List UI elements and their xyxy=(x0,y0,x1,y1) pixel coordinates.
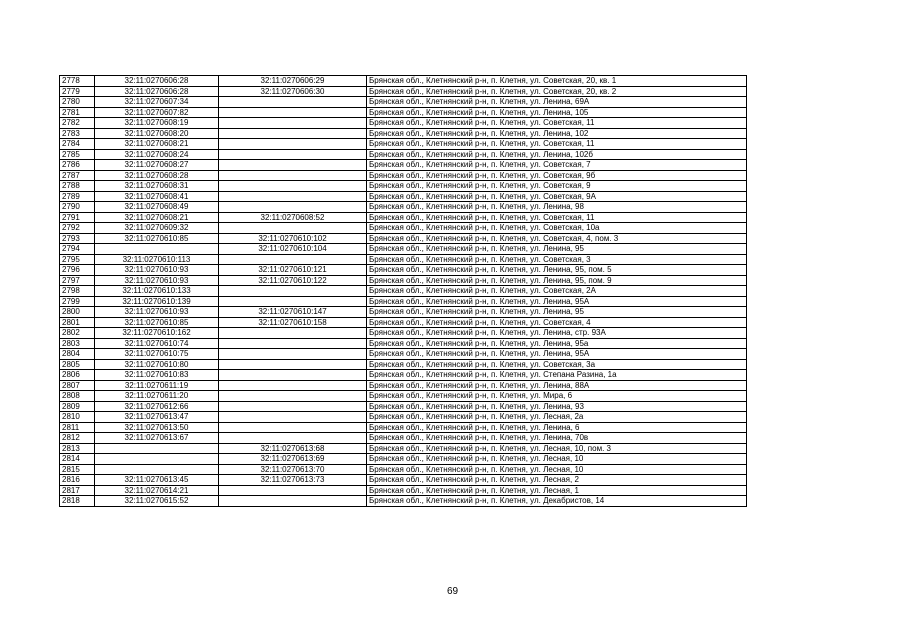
table-body xyxy=(60,76,747,507)
table-row xyxy=(60,191,747,202)
row-number-cell: 2806 xyxy=(60,370,95,381)
land-parcel-number-cell: 32:11:0270613:45 xyxy=(95,475,219,486)
building-number-cell xyxy=(219,422,367,433)
table-row xyxy=(60,128,747,139)
building-number-cell: 32:11:0270613:69 xyxy=(219,454,367,465)
building-number-cell: 32:11:0270613:70 xyxy=(219,464,367,475)
land-parcel-number-cell: 32:11:0270607:34 xyxy=(95,97,219,108)
table-row xyxy=(60,160,747,171)
building-number-cell xyxy=(219,391,367,402)
table-row xyxy=(60,202,747,213)
address-cell: Брянская обл., Клетнянский р-н, п. Клетня, ул. Советская, 11 xyxy=(367,139,747,150)
building-number-cell: 32:11:0270610:104 xyxy=(219,244,367,255)
row-number-cell: 2798 xyxy=(60,286,95,297)
land-parcel-number-cell: 32:11:0270613:47 xyxy=(95,412,219,423)
land-parcel-number-cell xyxy=(95,464,219,475)
address-cell: Брянская обл., Клетнянский р-н, п. Клетня, ул. Лесная, 2 xyxy=(367,475,747,486)
address-cell: Брянская обл., Клетнянский р-н, п. Клетня, ул. Ленина, 98 xyxy=(367,202,747,213)
address-cell: Брянская обл., Клетнянский р-н, п. Клетня, ул. Лесная, 10 xyxy=(367,464,747,475)
building-number-cell xyxy=(219,401,367,412)
row-number-cell: 2802 xyxy=(60,328,95,339)
row-number-cell: 2788 xyxy=(60,181,95,192)
land-parcel-number-cell: 32:11:0270610:74 xyxy=(95,338,219,349)
address-cell: Брянская обл., Клетнянский р-н, п. Клетня, ул. Советская, 4, пом. 3 xyxy=(367,233,747,244)
row-number-cell: 2783 xyxy=(60,128,95,139)
building-number-cell: 32:11:0270610:121 xyxy=(219,265,367,276)
land-parcel-number-cell: 32:11:0270611:19 xyxy=(95,380,219,391)
table-row xyxy=(60,107,747,118)
land-parcel-number-cell: 32:11:0270610:75 xyxy=(95,349,219,360)
land-parcel-number-cell: 32:11:0270607:82 xyxy=(95,107,219,118)
row-number-cell: 2814 xyxy=(60,454,95,465)
row-number-cell: 2780 xyxy=(60,97,95,108)
land-parcel-number-cell xyxy=(95,443,219,454)
table-row xyxy=(60,391,747,402)
land-parcel-number-cell: 32:11:0270613:67 xyxy=(95,433,219,444)
building-number-cell xyxy=(219,160,367,171)
address-cell: Брянская обл., Клетнянский р-н, п. Клетня, ул. Лесная, 1 xyxy=(367,485,747,496)
table-row xyxy=(60,380,747,391)
table-row xyxy=(60,401,747,412)
table-row xyxy=(60,496,747,507)
table-row xyxy=(60,286,747,297)
row-number-cell: 2804 xyxy=(60,349,95,360)
row-number-cell: 2799 xyxy=(60,296,95,307)
address-cell: Брянская обл., Клетнянский р-н, п. Клетня, ул. Ленина, 102 xyxy=(367,128,747,139)
land-parcel-number-cell: 32:11:0270610:162 xyxy=(95,328,219,339)
row-number-cell: 2786 xyxy=(60,160,95,171)
row-number-cell: 2812 xyxy=(60,433,95,444)
land-parcel-number-cell: 32:11:0270611:20 xyxy=(95,391,219,402)
row-number-cell: 2815 xyxy=(60,464,95,475)
row-number-cell: 2796 xyxy=(60,265,95,276)
building-number-cell xyxy=(219,149,367,160)
building-number-cell xyxy=(219,139,367,150)
land-parcel-number-cell: 32:11:0270610:133 xyxy=(95,286,219,297)
table-row xyxy=(60,349,747,360)
row-number-cell: 2778 xyxy=(60,76,95,87)
land-parcel-number-cell: 32:11:0270610:93 xyxy=(95,265,219,276)
row-number-cell: 2789 xyxy=(60,191,95,202)
land-parcel-number-cell: 32:11:0270613:50 xyxy=(95,422,219,433)
building-number-cell xyxy=(219,286,367,297)
land-parcel-number-cell: 32:11:0270608:31 xyxy=(95,181,219,192)
address-cell: Брянская обл., Клетнянский р-н, п. Клетня, ул. Лесная, 10 xyxy=(367,454,747,465)
table-row xyxy=(60,86,747,97)
land-parcel-number-cell xyxy=(95,454,219,465)
address-cell: Брянская обл., Клетнянский р-н, п. Клетня, ул. Советская, 9А xyxy=(367,191,747,202)
row-number-cell: 2817 xyxy=(60,485,95,496)
address-cell: Брянская обл., Клетнянский р-н, п. Клетня, ул. Ленина, 95а xyxy=(367,338,747,349)
address-cell: Брянская обл., Клетнянский р-н, п. Клетня, ул. Ленина, 93 xyxy=(367,401,747,412)
building-number-cell xyxy=(219,370,367,381)
table-row xyxy=(60,359,747,370)
building-number-cell xyxy=(219,97,367,108)
building-number-cell xyxy=(219,118,367,129)
address-cell: Брянская обл., Клетнянский р-н, п. Клетня, ул. Советская, 9б xyxy=(367,170,747,181)
table-row xyxy=(60,76,747,87)
table-row xyxy=(60,181,747,192)
row-number-cell: 2811 xyxy=(60,422,95,433)
row-number-cell: 2800 xyxy=(60,307,95,318)
cadastral-register-table xyxy=(59,75,747,507)
land-parcel-number-cell: 32:11:0270608:49 xyxy=(95,202,219,213)
table-row xyxy=(60,149,747,160)
row-number-cell: 2779 xyxy=(60,86,95,97)
land-parcel-number-cell: 32:11:0270610:93 xyxy=(95,307,219,318)
table-row xyxy=(60,454,747,465)
building-number-cell xyxy=(219,338,367,349)
address-cell: Брянская обл., Клетнянский р-н, п. Клетня, ул. Советская, 10а xyxy=(367,223,747,234)
table-row xyxy=(60,412,747,423)
building-number-cell xyxy=(219,107,367,118)
address-cell: Брянская обл., Клетнянский р-н, п. Клетня, ул. Ленина, стр. 93А xyxy=(367,328,747,339)
land-parcel-number-cell: 32:11:0270615:52 xyxy=(95,496,219,507)
land-parcel-number-cell: 32:11:0270606:28 xyxy=(95,76,219,87)
land-parcel-number-cell: 32:11:0270610:85 xyxy=(95,317,219,328)
table-row xyxy=(60,464,747,475)
address-cell: Брянская обл., Клетнянский р-н, п. Клетня, ул. Ленина, 95 xyxy=(367,244,747,255)
table-row xyxy=(60,233,747,244)
table-row xyxy=(60,296,747,307)
table-row xyxy=(60,254,747,265)
land-parcel-number-cell: 32:11:0270612:66 xyxy=(95,401,219,412)
row-number-cell: 2801 xyxy=(60,317,95,328)
land-parcel-number-cell: 32:11:0270608:27 xyxy=(95,160,219,171)
land-parcel-number-cell: 32:11:0270606:28 xyxy=(95,86,219,97)
table-row xyxy=(60,475,747,486)
building-number-cell xyxy=(219,254,367,265)
row-number-cell: 2797 xyxy=(60,275,95,286)
address-cell: Брянская обл., Клетнянский р-н, п. Клетня, ул. Мира, 6 xyxy=(367,391,747,402)
building-number-cell: 32:11:0270613:68 xyxy=(219,443,367,454)
land-parcel-number-cell: 32:11:0270610:93 xyxy=(95,275,219,286)
building-number-cell: 32:11:0270610:147 xyxy=(219,307,367,318)
building-number-cell xyxy=(219,328,367,339)
row-number-cell: 2787 xyxy=(60,170,95,181)
table-row xyxy=(60,370,747,381)
row-number-cell: 2803 xyxy=(60,338,95,349)
building-number-cell: 32:11:0270610:158 xyxy=(219,317,367,328)
row-number-cell: 2818 xyxy=(60,496,95,507)
address-cell: Брянская обл., Клетнянский р-н, п. Клетня, ул. Ленина, 88А xyxy=(367,380,747,391)
table-row xyxy=(60,212,747,223)
row-number-cell: 2807 xyxy=(60,380,95,391)
address-cell: Брянская обл., Клетнянский р-н, п. Клетня, ул. Ленина, 95А xyxy=(367,349,747,360)
building-number-cell xyxy=(219,191,367,202)
building-number-cell: 32:11:0270610:102 xyxy=(219,233,367,244)
address-cell: Брянская обл., Клетнянский р-н, п. Клетня, ул. Советская, 20, кв. 2 xyxy=(367,86,747,97)
table-row xyxy=(60,317,747,328)
table-row xyxy=(60,139,747,150)
table-row xyxy=(60,307,747,318)
row-number-cell: 2805 xyxy=(60,359,95,370)
land-parcel-number-cell: 32:11:0270610:83 xyxy=(95,370,219,381)
row-number-cell: 2781 xyxy=(60,107,95,118)
building-number-cell xyxy=(219,433,367,444)
row-number-cell: 2791 xyxy=(60,212,95,223)
address-cell: Брянская обл., Клетнянский р-н, п. Клетня, ул. Советская, 7 xyxy=(367,160,747,171)
address-cell: Брянская обл., Клетнянский р-н, п. Клетня, ул. Ленина, 69А xyxy=(367,97,747,108)
land-parcel-number-cell: 32:11:0270608:21 xyxy=(95,139,219,150)
building-number-cell xyxy=(219,202,367,213)
table-row xyxy=(60,170,747,181)
land-parcel-number-cell: 32:11:0270614:21 xyxy=(95,485,219,496)
table-row xyxy=(60,422,747,433)
row-number-cell: 2808 xyxy=(60,391,95,402)
address-cell: Брянская обл., Клетнянский р-н, п. Клетня, ул. Ленина, 95А xyxy=(367,296,747,307)
row-number-cell: 2792 xyxy=(60,223,95,234)
row-number-cell: 2794 xyxy=(60,244,95,255)
building-number-cell: 32:11:0270606:30 xyxy=(219,86,367,97)
table-row xyxy=(60,485,747,496)
building-number-cell xyxy=(219,412,367,423)
building-number-cell xyxy=(219,223,367,234)
address-cell: Брянская обл., Клетнянский р-н, п. Клетня, ул. Ленина, 95, пом. 9 xyxy=(367,275,747,286)
building-number-cell xyxy=(219,359,367,370)
table-row xyxy=(60,328,747,339)
address-cell: Брянская обл., Клетнянский р-н, п. Клетня, ул. Советская, 3 xyxy=(367,254,747,265)
land-parcel-number-cell: 32:11:0270608:20 xyxy=(95,128,219,139)
row-number-cell: 2816 xyxy=(60,475,95,486)
land-parcel-number-cell: 32:11:0270608:28 xyxy=(95,170,219,181)
row-number-cell: 2793 xyxy=(60,233,95,244)
address-cell: Брянская обл., Клетнянский р-н, п. Клетня, ул. Советская, 2А xyxy=(367,286,747,297)
table-row xyxy=(60,443,747,454)
page-number: 69 xyxy=(446,586,459,597)
address-cell: Брянская обл., Клетнянский р-н, п. Клетня, ул. Лесная, 2а xyxy=(367,412,747,423)
row-number-cell: 2782 xyxy=(60,118,95,129)
address-cell: Брянская обл., Клетнянский р-н, п. Клетня, ул. Советская, 11 xyxy=(367,118,747,129)
table-row xyxy=(60,265,747,276)
address-cell: Брянская обл., Клетнянский р-н, п. Клетня, ул. Ленина, 105 xyxy=(367,107,747,118)
building-number-cell xyxy=(219,181,367,192)
building-number-cell: 32:11:0270613:73 xyxy=(219,475,367,486)
table-row xyxy=(60,118,747,129)
row-number-cell: 2809 xyxy=(60,401,95,412)
land-parcel-number-cell: 32:11:0270610:139 xyxy=(95,296,219,307)
address-cell: Брянская обл., Клетнянский р-н, п. Клетня, ул. Советская, 20, кв. 1 xyxy=(367,76,747,87)
building-number-cell xyxy=(219,496,367,507)
address-cell: Брянская обл., Клетнянский р-н, п. Клетня, ул. Лесная, 10, пом. 3 xyxy=(367,443,747,454)
address-cell: Брянская обл., Клетнянский р-н, п. Клетня, ул. Ленина, 102б xyxy=(367,149,747,160)
address-cell: Брянская обл., Клетнянский р-н, п. Клетня, ул. Советская, 11 xyxy=(367,212,747,223)
row-number-cell: 2813 xyxy=(60,443,95,454)
row-number-cell: 2785 xyxy=(60,149,95,160)
land-parcel-number-cell: 32:11:0270610:113 xyxy=(95,254,219,265)
address-cell: Брянская обл., Клетнянский р-н, п. Клетня, ул. Ленина, 6 xyxy=(367,422,747,433)
building-number-cell xyxy=(219,380,367,391)
land-parcel-number-cell: 32:11:0270610:85 xyxy=(95,233,219,244)
address-cell: Брянская обл., Клетнянский р-н, п. Клетня, ул. Ленина, 95 xyxy=(367,307,747,318)
row-number-cell: 2790 xyxy=(60,202,95,213)
building-number-cell: 32:11:0270608:52 xyxy=(219,212,367,223)
building-number-cell xyxy=(219,170,367,181)
building-number-cell xyxy=(219,128,367,139)
land-parcel-number-cell: 32:11:0270608:19 xyxy=(95,118,219,129)
building-number-cell: 32:11:0270606:29 xyxy=(219,76,367,87)
land-parcel-number-cell: 32:11:0270608:21 xyxy=(95,212,219,223)
building-number-cell xyxy=(219,485,367,496)
land-parcel-number-cell: 32:11:0270610:80 xyxy=(95,359,219,370)
address-cell: Брянская обл., Клетнянский р-н, п. Клетня, ул. Декабристов, 14 xyxy=(367,496,747,507)
table-row xyxy=(60,244,747,255)
building-number-cell xyxy=(219,349,367,360)
row-number-cell: 2810 xyxy=(60,412,95,423)
address-cell: Брянская обл., Клетнянский р-н, п. Клетня, ул. Ленина, 70в xyxy=(367,433,747,444)
land-parcel-number-cell: 32:11:0270608:41 xyxy=(95,191,219,202)
table-row xyxy=(60,97,747,108)
land-parcel-number-cell: 32:11:0270609:32 xyxy=(95,223,219,234)
table-row xyxy=(60,223,747,234)
table-row xyxy=(60,433,747,444)
table-row xyxy=(60,275,747,286)
address-cell: Брянская обл., Клетнянский р-н, п. Клетня, ул. Советская, 3а xyxy=(367,359,747,370)
table-row xyxy=(60,338,747,349)
row-number-cell: 2784 xyxy=(60,139,95,150)
building-number-cell: 32:11:0270610:122 xyxy=(219,275,367,286)
address-cell: Брянская обл., Клетнянский р-н, п. Клетня, ул. Степана Разина, 1а xyxy=(367,370,747,381)
address-cell: Брянская обл., Клетнянский р-н, п. Клетня, ул. Советская, 9 xyxy=(367,181,747,192)
land-parcel-number-cell: 32:11:0270608:24 xyxy=(95,149,219,160)
address-cell: Брянская обл., Клетнянский р-н, п. Клетня, ул. Советская, 4 xyxy=(367,317,747,328)
land-parcel-number-cell xyxy=(95,244,219,255)
row-number-cell: 2795 xyxy=(60,254,95,265)
building-number-cell xyxy=(219,296,367,307)
address-cell: Брянская обл., Клетнянский р-н, п. Клетня, ул. Ленина, 95, пом. 5 xyxy=(367,265,747,276)
